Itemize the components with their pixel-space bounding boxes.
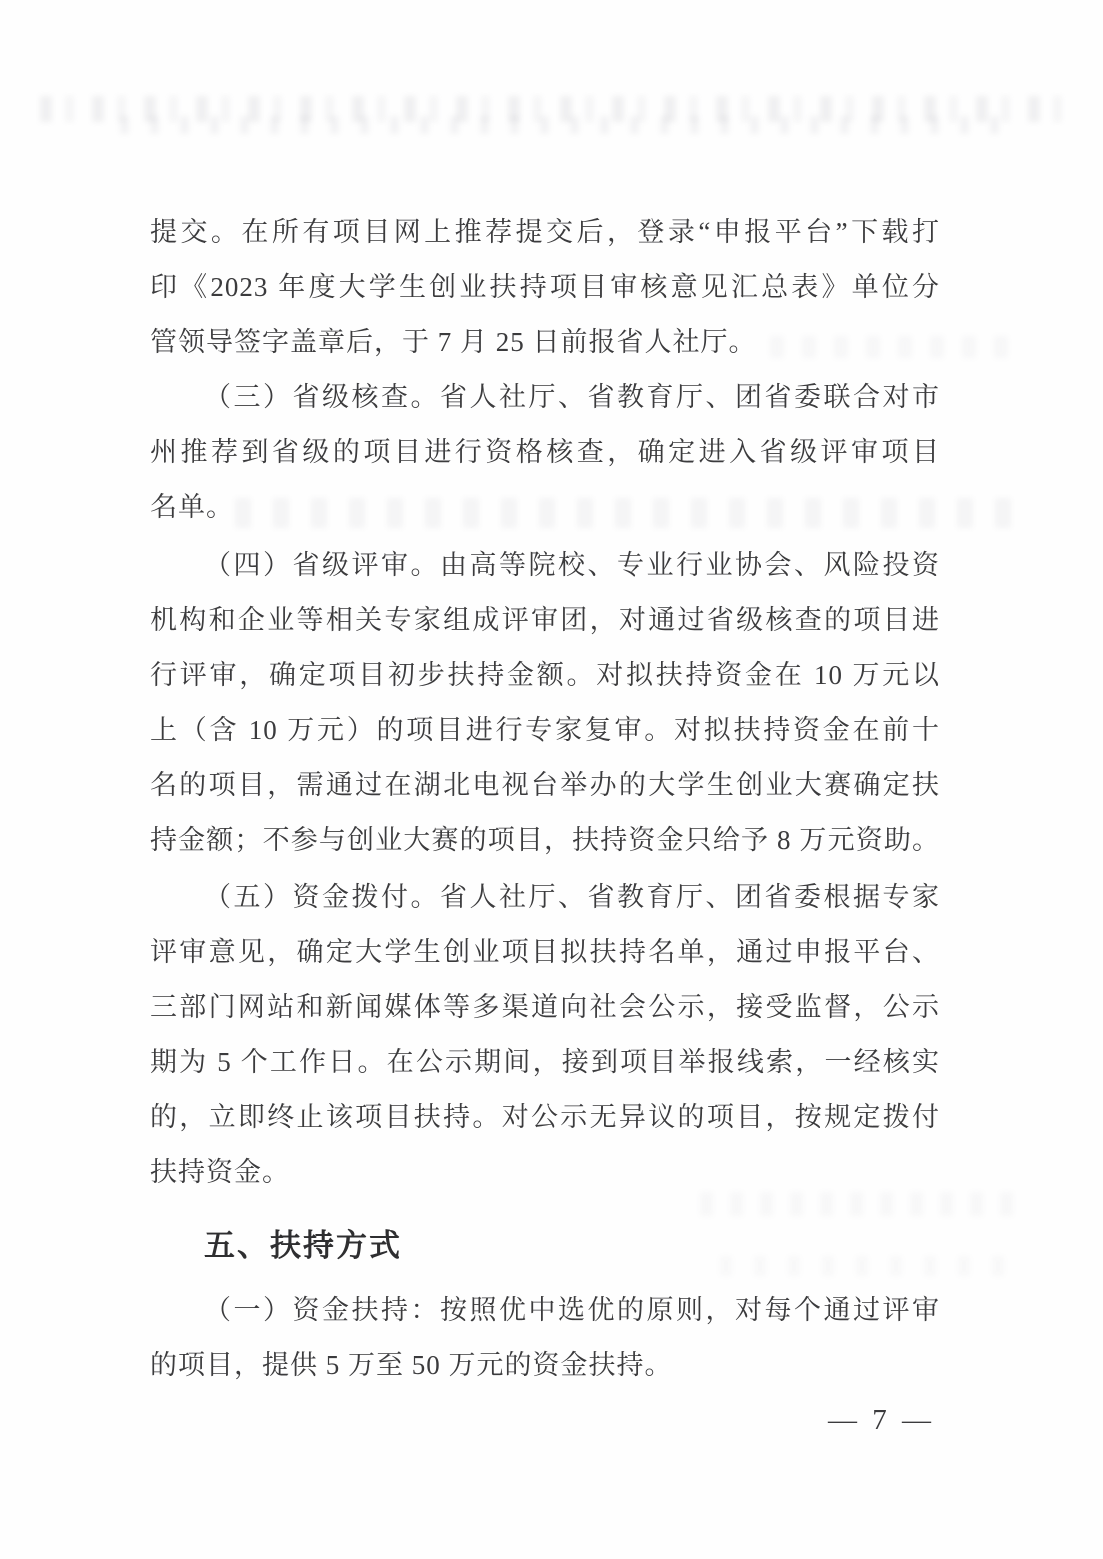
text-line: 期为 5 个工作日。在公示期间，接到项目举报线索，一经核实 — [150, 1047, 940, 1077]
text-line: 的项目，提供 5 万至 50 万元的资金扶持。 — [150, 1350, 673, 1380]
text-line: 印《2023 年度大学生创业扶持项目审核意见汇总表》单位分 — [150, 272, 940, 302]
section-heading: 五、扶持方式 — [204, 1228, 402, 1263]
text-line: 行评审，确定项目初步扶持金额。对拟扶持资金在 10 万元以 — [150, 660, 940, 690]
text-line: 管领导签字盖章后，于 7 月 25 日前报省人社厅。 — [150, 327, 757, 357]
text-line: 名单。 — [150, 492, 234, 522]
text-line: 提交。在所有项目网上推荐提交后，登录“申报平台”下载打 — [150, 217, 940, 247]
text-line: 上（含 10 万元）的项目进行专家复审。对拟扶持资金在前十 — [150, 715, 940, 745]
text-line: 持金额；不参与创业大赛的项目，扶持资金只给予 8 万元资助。 — [150, 825, 940, 855]
text-line: 的，立即终止该项目扶持。对公示无异议的项目，按规定拨付 — [150, 1102, 940, 1132]
page-number: — 7 — — [828, 1404, 935, 1436]
text-line: 州推荐到省级的项目进行资格核查，确定进入省级评审项目 — [150, 437, 940, 467]
text-line: 评审意见，确定大学生创业项目拟扶持名单，通过申报平台、 — [150, 937, 940, 967]
text-line: （五）资金拨付。省人社厅、省教育厅、团省委根据专家 — [204, 882, 940, 912]
text-line: 名的项目，需通过在湖北电视台举办的大学生创业大赛确定扶 — [150, 770, 940, 800]
text-line: （一）资金扶持：按照优中选优的原则，对每个通过评审 — [204, 1295, 940, 1325]
scan-artifact — [40, 96, 1070, 122]
scan-artifact — [120, 116, 1000, 134]
text-line: 三部门网站和新闻媒体等多渠道向社会公示，接受监督，公示 — [150, 992, 940, 1022]
text-line: （四）省级评审。由高等院校、专业行业协会、风险投资 — [204, 550, 940, 580]
text-line: （三）省级核查。省人社厅、省教育厅、团省委联合对市 — [204, 382, 940, 412]
text-line: 机构和企业等相关专家组成评审团，对通过省级核查的项目进 — [150, 605, 940, 635]
text-line: 扶持资金。 — [150, 1157, 290, 1187]
